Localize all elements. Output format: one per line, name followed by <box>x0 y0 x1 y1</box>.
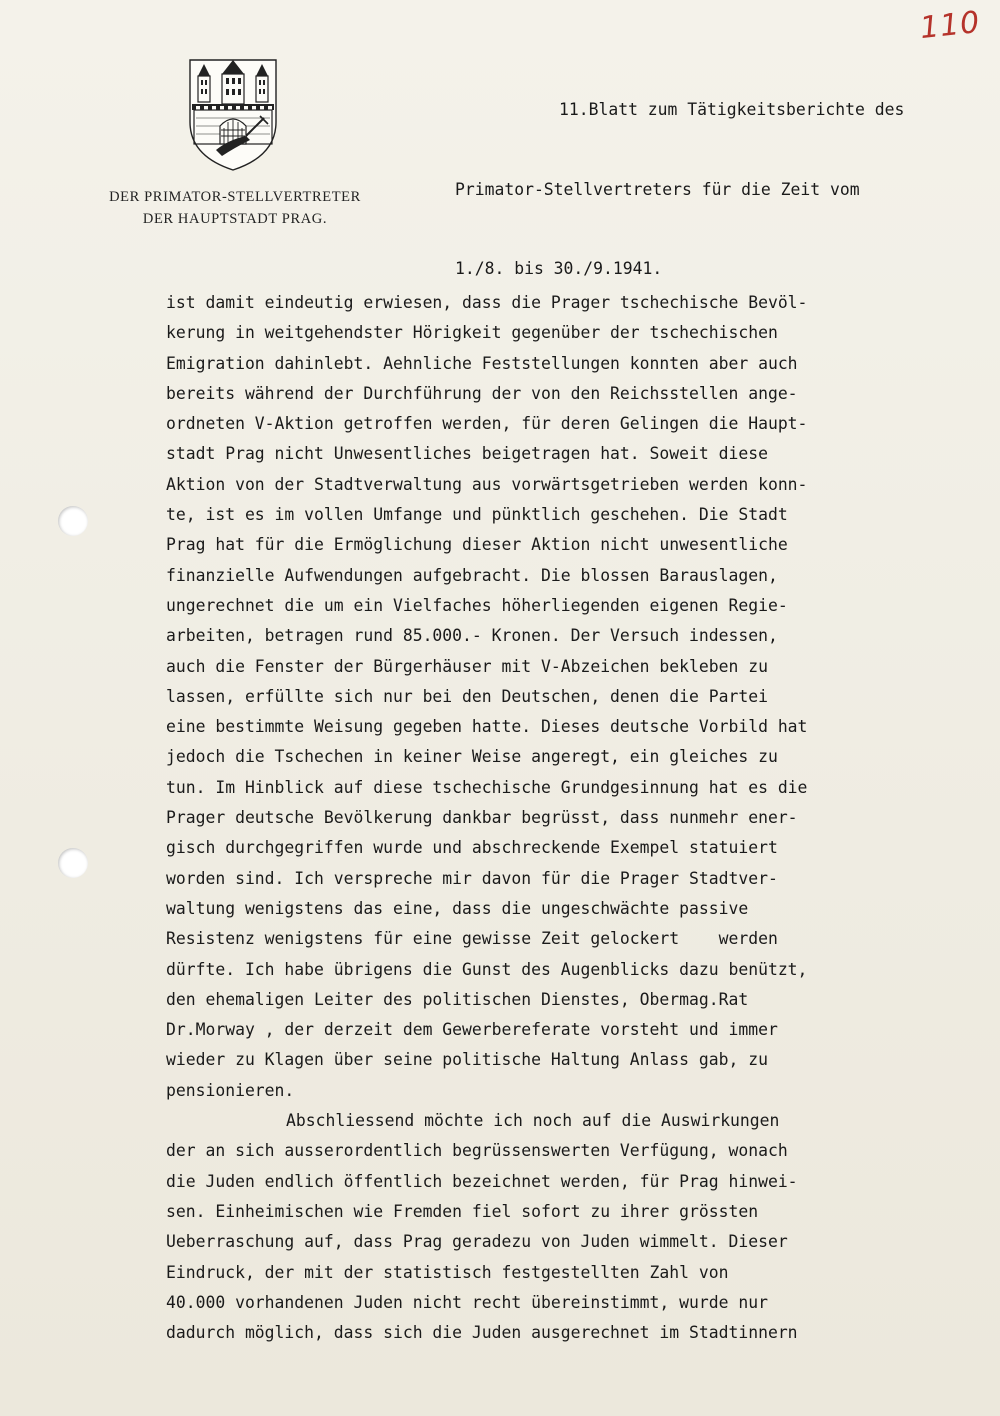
paragraph-start-line: Abschliessend möchte ich noch auf die Auswirkungen <box>286 1111 780 1131</box>
text-line: dadurch möglich, dass sich die Juden ausgerechnet im Stadtinnern <box>166 1323 798 1343</box>
text-line: ist damit eindeutig erwiesen, dass die Prager tschechische Bevöl- <box>166 293 808 312</box>
text-line: waltung wenigstens das eine, dass die ungeschwächte passive <box>166 898 749 918</box>
text-line: ungerechnet die um ein Vielfaches höherliegenden eigenen Regie- <box>166 595 788 615</box>
text-line: arbeiten, betragen rund 85.000.- Kronen. Der Versuch indessen, <box>166 626 778 646</box>
text-line: Aktion von der Stadtverwaltung aus vorwärtsgetrieben werden konn- <box>166 474 808 494</box>
text-line: Emigration dahinlebt. Aehnliche Feststellungen konnten aber auch <box>166 353 798 373</box>
header-line: Primator-Stellvertreters für die Zeit vom <box>455 179 860 199</box>
text-line: Dr.Morway , der derzeit dem Gewerbereferate vorsteht und immer <box>166 1020 778 1040</box>
text-line: gisch durchgegriffen wurde und abschreckende Exempel statuiert <box>166 838 778 858</box>
letterhead-line: DER PRIMATOR-STELLVERTRETER <box>109 189 361 205</box>
text-line: Resistenz wenigstens für eine gewisse Zeit gelockert werden <box>166 929 778 949</box>
text-line: Prag hat für die Ermöglichung dieser Aktion nicht unwesentliche <box>166 535 788 555</box>
text-line: auch die Fenster der Bürgerhäuser mit V-Abzeichen bekleben zu <box>166 656 768 676</box>
text-line: sen. Einheimischen wie Fremden fiel sofort zu ihrer grössten <box>166 1201 759 1221</box>
prague-coat-of-arms-icon <box>186 56 280 174</box>
text-line: ordneten V-Aktion getroffen werden, für deren Gelingen die Haupt- <box>166 414 808 434</box>
text-line: bereits während der Durchführung der von den Reichsstellen ange- <box>166 383 798 403</box>
text-line: kerung in weitgehendster Hörigkeit gegenüber der tschechischen <box>166 323 778 343</box>
text-line: finanzielle Aufwendungen aufgebracht. Die blossen Barauslagen, <box>166 565 778 585</box>
punch-hole <box>58 506 88 536</box>
text-line: jedoch die Tschechen in keiner Weise angeregt, ein gleiches zu <box>166 747 778 767</box>
header-line: 1./8. bis 30./9.1941. <box>455 259 663 278</box>
text-line: 40.000 vorhandenen Juden nicht recht übereinstimmt, wurde nur <box>166 1292 768 1312</box>
text-line: der an sich ausserordentlich begrüssenswerten Verfügung, wonach <box>166 1141 788 1161</box>
text-line: te, ist es im vollen Umfange und pünktlich geschehen. Die Stadt <box>166 505 788 525</box>
text-line: lassen, erfüllte sich nur bei den Deutschen, denen die Partei <box>166 686 768 706</box>
letterhead-line: DER HAUPTSTADT PRAG. <box>142 211 328 227</box>
header-line: 11.Blatt zum Tätigkeitsberichte des <box>559 100 905 119</box>
text-line: Ueberraschung auf, dass Prag geradezu von Juden wimmelt. Dieser <box>166 1232 788 1252</box>
handwritten-page-number: 110 <box>918 4 982 47</box>
text-line: die Juden endlich öffentlich bezeichnet werden, für Prag hinwei- <box>166 1171 798 1191</box>
text-line: wieder zu Klagen über seine politische Haltung Anlass gab, zu <box>166 1050 768 1070</box>
text-line: pensionieren. <box>166 1080 295 1100</box>
text-line: tun. Im Hinblick auf diese tschechische Grundgesinnung hat es die <box>166 777 808 797</box>
letterhead-sender <box>60 186 410 230</box>
text-line: stadt Prag nicht Unwesentliches beigetragen hat. Soweit diese <box>166 444 768 464</box>
text-line: worden sind. Ich verspreche mir davon für die Prager Stadtver- <box>166 868 778 888</box>
punch-hole <box>58 848 88 878</box>
text-line: den ehemaligen Leiter des politischen Dienstes, Obermag.Rat <box>166 989 749 1009</box>
text-line: eine bestimmte Weisung gegeben hatte. Dieses deutsche Vorbild hat <box>166 717 808 737</box>
text-line: Prager deutsche Bevölkerung dankbar begrüsst, dass nunmehr ener- <box>166 808 798 828</box>
text-line: Eindruck, der mit der statistisch festgestellten Zahl von <box>166 1262 729 1282</box>
typed-body-text <box>166 288 807 1348</box>
text-line: dürfte. Ich habe übrigens die Gunst des Augenblicks dazu benützt, <box>166 959 808 979</box>
